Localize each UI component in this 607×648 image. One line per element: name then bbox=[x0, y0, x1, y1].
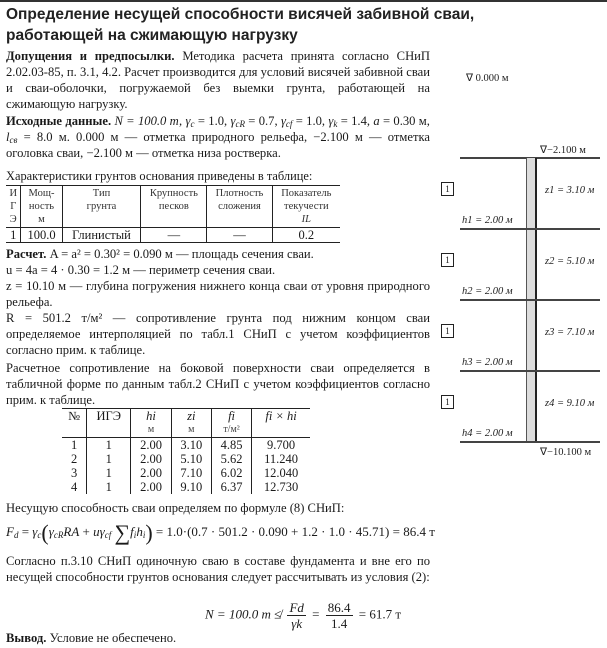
layer-table-cell: 1 bbox=[87, 438, 131, 453]
layer-header-label: fi × hi bbox=[265, 409, 297, 423]
capacity-formula: $F_d = \gamma_c(\gamma_{cR}RA + u\gamma_{cf}$ $\sum f_ih_i) = 1.0\cdot(0.7 \cdot 501.2 \cdot 0.090 + 1.2 \cdot 1.0 \cdot 45.71) = 86.4$ т bbox=[6, 520, 435, 545]
calc-line-3: z = 10.10 м — глубина погружения нижнего конца сваи от уровня природного рельефа. bbox=[6, 279, 430, 309]
ige-box: 1 bbox=[441, 395, 454, 409]
layer-table-cell: 6.02 bbox=[211, 466, 251, 480]
soil-table-header bbox=[21, 186, 62, 228]
conclusion-heading: Вывод. bbox=[6, 631, 47, 645]
calc-line-1: A = a² = 0.30² = 0.090 м — площадь сечения сваи. bbox=[49, 247, 314, 261]
layer-table-header bbox=[171, 409, 211, 438]
calc-heading: Расчет. bbox=[6, 247, 47, 261]
ige-box: 1 bbox=[441, 324, 454, 338]
layer-table-row bbox=[62, 466, 310, 480]
layer-header-label: fi bbox=[228, 409, 236, 423]
condition-lhs: N = 100.0 т ≰ bbox=[205, 606, 282, 622]
layer-table-row bbox=[62, 480, 310, 494]
layer-table-row bbox=[62, 452, 310, 466]
layer-table-cell: 5.10 bbox=[171, 452, 211, 466]
layer-table-row bbox=[62, 438, 310, 453]
soil-table-cell: 100.0 bbox=[21, 228, 62, 243]
layer-thickness-label: h2 = 2.00 м bbox=[462, 286, 513, 297]
soil-table-header bbox=[272, 186, 340, 228]
soil-table-row bbox=[6, 228, 340, 243]
layer-thickness-label: h4 = 2.00 м bbox=[462, 428, 513, 439]
layer-table-cell: 11.240 bbox=[252, 452, 310, 466]
layer-table-cell: 4 bbox=[70, 480, 78, 494]
ige-box: 1 bbox=[441, 253, 454, 267]
soil-table-caption: Характеристики грунтов основания приведены в таблице: bbox=[6, 169, 313, 183]
layer-depth-label: z4 = 9.10 м bbox=[545, 398, 595, 409]
assumptions-heading: Допущения и предпосылки. bbox=[6, 49, 175, 63]
layer-header-label: ИГЭ bbox=[96, 409, 121, 423]
soil-header-line: песков bbox=[158, 201, 189, 212]
calc-block bbox=[6, 246, 430, 358]
soil-table-cell: — bbox=[207, 228, 272, 243]
layer-header-unit bbox=[64, 423, 84, 437]
ige-box: 1 bbox=[441, 182, 454, 196]
layer-header-label: hi bbox=[146, 409, 156, 423]
layer-table-cell: 9.10 bbox=[171, 480, 211, 494]
layer-table-cell: 7.10 bbox=[171, 466, 211, 480]
layer-boundary-line bbox=[460, 228, 600, 230]
pile-top-mark: ∇−2.100 м bbox=[540, 145, 586, 156]
soil-header-line: IL bbox=[301, 214, 311, 225]
layer-table-header bbox=[62, 409, 87, 438]
soil-header-line: сложения bbox=[218, 201, 261, 212]
layer-boundary-line bbox=[460, 299, 600, 301]
layer-header-label: № bbox=[68, 409, 81, 423]
layer-header-label: zi bbox=[187, 409, 196, 423]
conclusion-text: Условие не обеспечено. bbox=[49, 631, 177, 645]
soil-header-line: м bbox=[38, 214, 45, 225]
layer-depth-label: z2 = 5.10 м bbox=[545, 256, 595, 267]
calc-line-4: R = 501.2 т/м² — сопротивление грунта под нижним концом сваи определяемое интерполяцией по табл.1 СНиП с учетом коэффициентов согласно прим. к таблице. bbox=[6, 311, 430, 357]
soil-header-line bbox=[143, 213, 204, 226]
soil-header-line: Крупность bbox=[149, 188, 198, 199]
frac1-num: Fd bbox=[289, 600, 304, 615]
soil-table-header bbox=[141, 186, 207, 228]
top-border bbox=[0, 0, 607, 2]
soil-table-cell: 1 bbox=[10, 228, 17, 242]
soil-header-line: И bbox=[9, 188, 18, 199]
formula-rhs: = 1.0·(0.7 · 501.2 · 0.090 + 1.2 · 1.0 · 45.71) = 86.4 т bbox=[155, 524, 435, 539]
layer-header-unit: м bbox=[147, 424, 155, 435]
layer-boundary-line bbox=[460, 370, 600, 372]
layer-table-cell: 2.00 bbox=[131, 452, 171, 466]
assumptions-text: Методика расчета принята согласно СНиП 2.02.03-85, п. 3.1, 4.2. Расчет производится для условий висячей забивной сваи и сваи-оболочки, погружаемой без выемки грунта, работающей на сжимающую нагрузку. bbox=[6, 49, 431, 111]
soil-table-header bbox=[62, 186, 141, 228]
soil-header-line: Плотность bbox=[215, 188, 264, 199]
input-N: N = 100.0 т, bbox=[114, 114, 183, 128]
frac2-den: 1.4 bbox=[331, 616, 348, 631]
layer-table-cell: 2.00 bbox=[131, 438, 171, 453]
layer-thickness-label: h3 = 2.00 м bbox=[462, 357, 513, 368]
frac1-den: γk bbox=[291, 616, 303, 631]
layer-table-cell: 4.85 bbox=[211, 438, 251, 453]
input-lsv: = 8.0 м. 0.000 м — отметка природного рельефа, −2.100 м — отметка оголовка сваи, −2.100 м — отметка низа ростверка. bbox=[6, 130, 430, 160]
soil-header-line: Э bbox=[9, 214, 17, 225]
condition-result: = 61.7 т bbox=[358, 606, 402, 622]
soil-header-line: Мощ- bbox=[28, 188, 55, 199]
page-title: Определение несущей способности висячей забивной сваи, работающей на сжимающую нагрузку bbox=[6, 6, 475, 44]
layer-table-cell: 2.00 bbox=[131, 480, 171, 494]
layer-table-cell: 1 bbox=[87, 452, 131, 466]
layer-header-unit: м bbox=[188, 424, 195, 435]
side-resistance-text: Расчетное сопротивление на боковой поверхности сваи определяется в табличной форме по данным табл.2 СНиП с учетом коэффициентов согласно прим. к таблице. bbox=[6, 361, 430, 407]
soil-header-line bbox=[65, 213, 139, 226]
input-gk: = 1.4, bbox=[340, 114, 371, 128]
soil-table-header bbox=[207, 186, 272, 228]
layer-table-cell: 2 bbox=[70, 452, 78, 466]
layer-table-header bbox=[252, 409, 310, 438]
layer-header-unit bbox=[89, 423, 128, 437]
layer-table-cell: 1 bbox=[70, 438, 78, 452]
soil-header-line: Тип bbox=[92, 188, 111, 199]
layer-depth-label: z3 = 7.10 м bbox=[545, 327, 595, 338]
frac2-num: 86.4 bbox=[327, 600, 351, 615]
assumptions-paragraph bbox=[6, 48, 430, 112]
layer-table-header bbox=[131, 409, 171, 438]
layer-table-cell: 1 bbox=[87, 480, 131, 494]
layer-table-cell: 12.730 bbox=[252, 480, 310, 494]
layer-boundary-line bbox=[460, 441, 600, 443]
calc-line-2: u = 4a = 4 · 0.30 = 1.2 м — периметр сечения сваи. bbox=[6, 263, 276, 277]
input-gcf: = 1.0, bbox=[295, 114, 326, 128]
layer-table-cell: 3.10 bbox=[171, 438, 211, 453]
pile-bottom-mark: ∇−10.100 м bbox=[540, 447, 592, 458]
condition-formula: N = 100.0 т ≰ $\frac{Fd}{\gamma k}$ = $\frac{86.4}{1.4}$ = 61.7 т bbox=[205, 600, 402, 631]
soil-header-line: ность bbox=[28, 201, 55, 212]
layer-depth-label: z1 = 3.10 м bbox=[545, 185, 595, 196]
input-data-paragraph: Исходные данные. N = 100.0 т, $\gamma_c = 1.0$, $\gamma_{cR} = 0.7$, $\gamma_{cf} = 1.0$, $\gamma_k = 1.4$, a = 0.30 м, $l_{св} = 8.0$ м. 0.000 м — отметка природного рельефа, −2.100 м — отметка оголовка сваи, −2.100 м — отметка низа ростверка. bbox=[6, 114, 430, 160]
layer-table-cell: 12.040 bbox=[252, 466, 310, 480]
layer-table-cell: 1 bbox=[87, 466, 131, 480]
soil-header-line bbox=[209, 213, 269, 226]
layer-header-unit: т/м² bbox=[223, 424, 240, 435]
soil-table-cell: 0.2 bbox=[272, 228, 340, 243]
layer-table-cell: 3 bbox=[70, 466, 78, 480]
soil-header-line: текучести bbox=[284, 201, 329, 212]
layer-table-cell: 2.00 bbox=[131, 466, 171, 480]
soil-header-line: Показатель bbox=[281, 188, 332, 199]
input-gc: = 1.0, bbox=[197, 114, 228, 128]
soil-table-cell: Глинистый bbox=[62, 228, 141, 243]
soil-header-line: Г bbox=[10, 201, 17, 212]
layer-header-unit bbox=[254, 423, 308, 437]
ground-level-mark: ∇ 0.000 м bbox=[466, 73, 509, 84]
capacity-text: Несущую способность сваи определяем по формуле (8) СНиП: bbox=[6, 501, 345, 515]
soil-table-header bbox=[6, 186, 21, 228]
layer-table-cell: 6.37 bbox=[211, 480, 251, 494]
layer-table-cell: 5.62 bbox=[211, 452, 251, 466]
input-gcR: = 0.7, bbox=[248, 114, 278, 128]
layer-table-header bbox=[211, 409, 251, 438]
input-a: = 0.30 м, bbox=[382, 114, 430, 128]
soil-header-line: грунта bbox=[86, 201, 117, 212]
layer-table bbox=[62, 408, 310, 494]
soil-table-cell: — bbox=[141, 228, 207, 243]
layer-table-header bbox=[87, 409, 131, 438]
condition-text: Согласно п.3.10 СНиП одиночную сваю в составе фундамента и вне его по несущей способности грунтов основания следует рассчитывать из условия (2): bbox=[6, 554, 430, 584]
conclusion bbox=[6, 630, 430, 646]
layer-table-cell: 9.700 bbox=[252, 438, 310, 453]
input-data-heading: Исходные данные. bbox=[6, 114, 112, 128]
layer-thickness-label: h1 = 2.00 м bbox=[462, 215, 513, 226]
soil-table bbox=[6, 185, 340, 243]
